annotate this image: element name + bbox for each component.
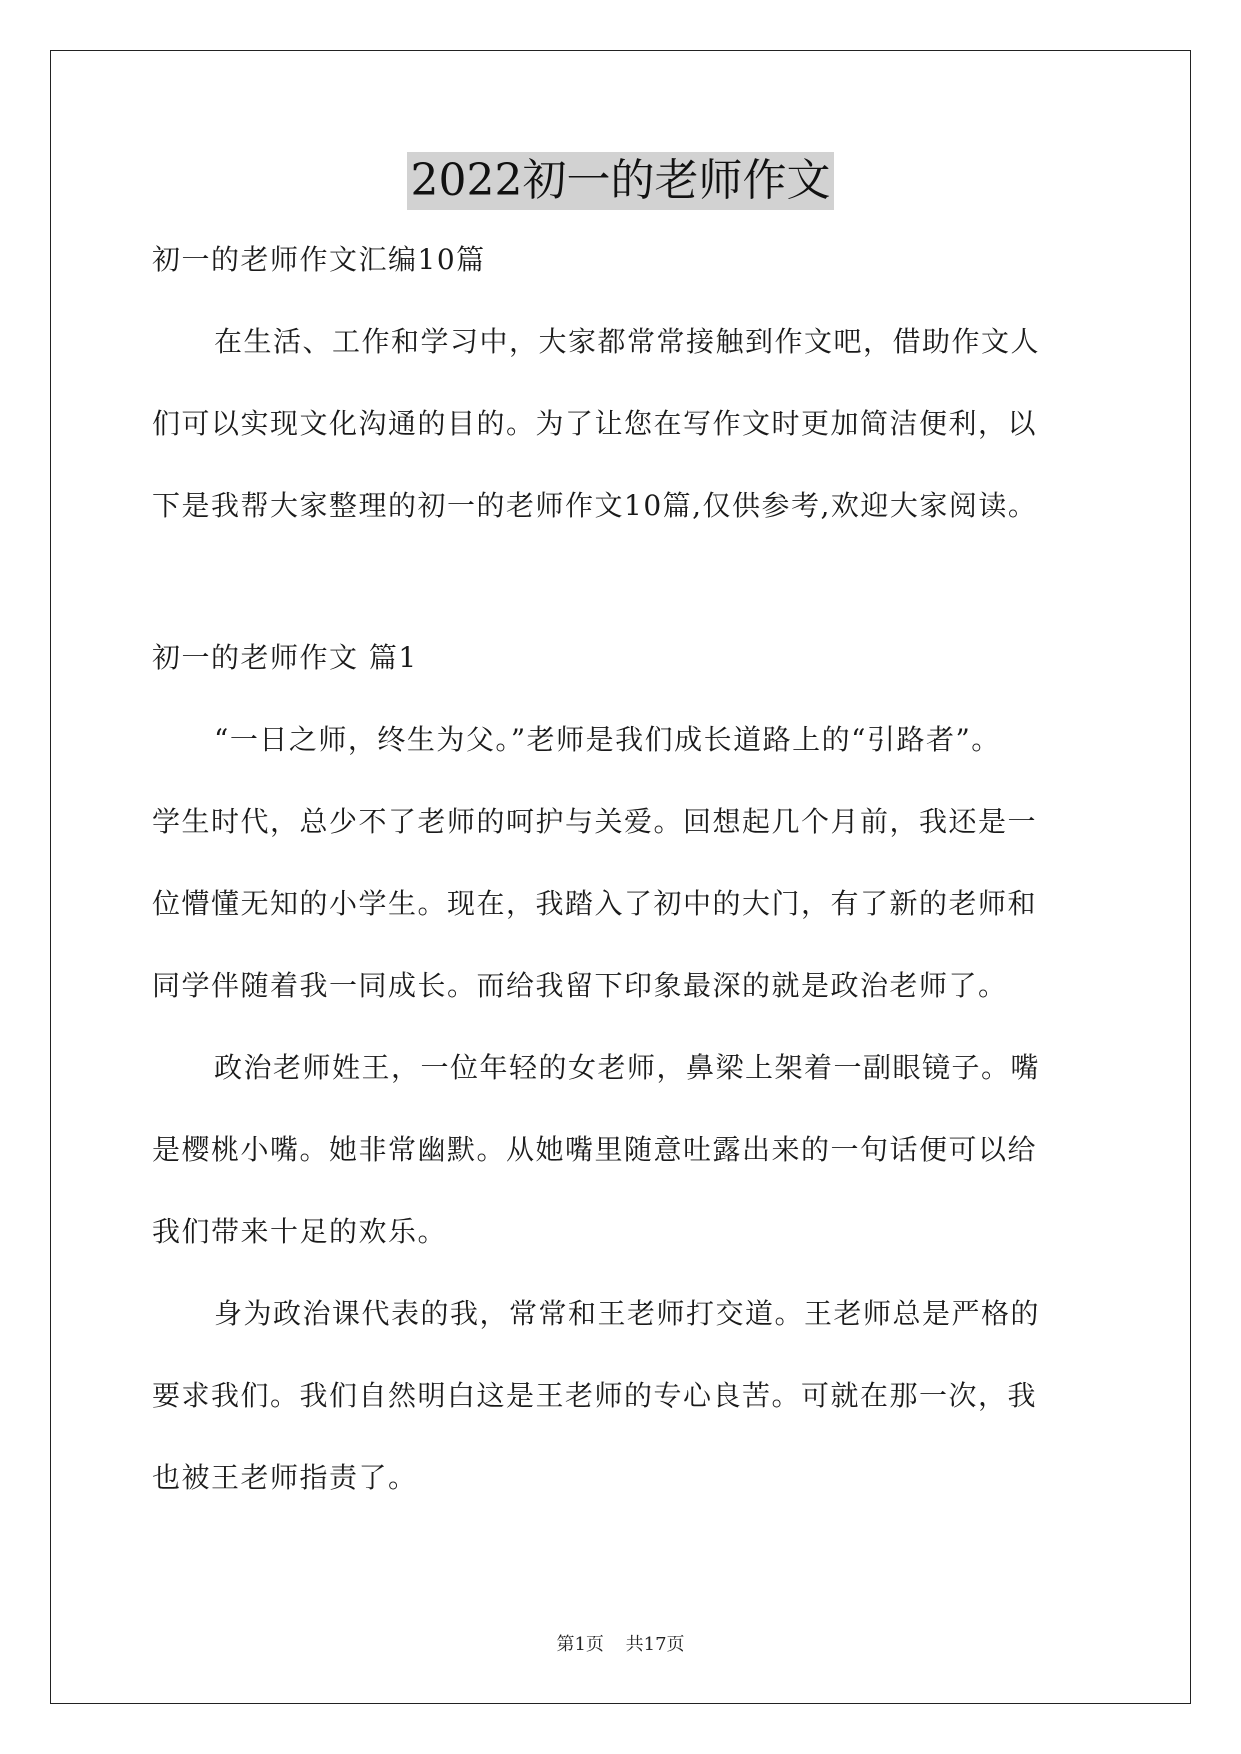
paragraph-line: 学生时代，总少不了老师的呵护与关爱。回想起几个月前，我还是一 bbox=[152, 805, 1038, 838]
page-total: 共17页 bbox=[625, 1634, 685, 1655]
paragraph-line: 身为政治课代表的我，常常和王老师打交道。王老师总是严格的 bbox=[214, 1297, 1041, 1330]
page-title: 2022初一的老师作文 bbox=[407, 152, 835, 210]
intro-line: 下是我帮大家整理的初一的老师作文10篇,仅供参考,欢迎大家阅读。 bbox=[152, 489, 1038, 522]
section-heading: 初一的老师作文 篇1 bbox=[152, 641, 418, 674]
intro-line: 们可以实现文化沟通的目的。为了让您在写作文时更加简洁便利，以 bbox=[152, 407, 1038, 440]
paragraph-line: 要求我们。我们自然明白这是王老师的专心良苦。可就在那一次，我 bbox=[152, 1379, 1038, 1412]
page-footer bbox=[0, 1630, 1241, 1656]
paragraph-line: 也被王老师指责了。 bbox=[152, 1461, 418, 1494]
title-container bbox=[0, 152, 1241, 210]
paragraph-line: 是樱桃小嘴。她非常幽默。从她嘴里随意吐露出来的一句话便可以给 bbox=[152, 1133, 1038, 1166]
paragraph-line: 同学伴随着我一同成长。而给我留下印象最深的就是政治老师了。 bbox=[152, 969, 1008, 1002]
document-body bbox=[152, 230, 1092, 1530]
paragraph-line: 政治老师姓王，一位年轻的女老师，鼻梁上架着一副眼镜子。嘴 bbox=[214, 1051, 1041, 1084]
paragraph-line: “一日之师，终生为父。”老师是我们成长道路上的“引路者”。 bbox=[214, 723, 1001, 756]
page-number: 第1页 bbox=[556, 1634, 604, 1655]
intro-line: 在生活、工作和学习中，大家都常常接触到作文吧，借助作文人 bbox=[214, 325, 1041, 358]
section-spacer bbox=[152, 558, 1092, 628]
subtitle: 初一的老师作文汇编10篇 bbox=[152, 243, 486, 276]
paragraph-line: 位懵懂无知的小学生。现在，我踏入了初中的大门，有了新的老师和 bbox=[152, 887, 1038, 920]
paragraph-line: 我们带来十足的欢乐。 bbox=[152, 1215, 448, 1248]
